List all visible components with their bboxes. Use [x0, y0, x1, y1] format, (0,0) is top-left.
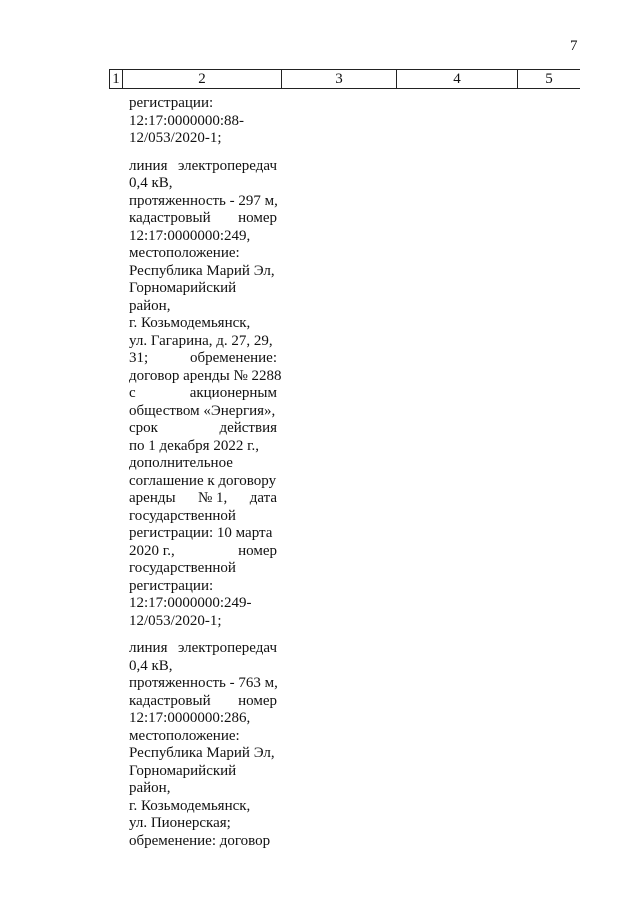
text-word: кадастровый: [129, 210, 211, 226]
text-word: протяженность - 763 м,: [129, 675, 278, 691]
text-word: акционерным: [189, 385, 277, 401]
page-number: 7: [570, 38, 578, 54]
text-word: государственной: [129, 507, 236, 524]
text-line: [129, 763, 277, 781]
text-line: [129, 315, 277, 333]
text-line: [129, 798, 277, 816]
text-word: обременение:: [189, 350, 277, 366]
text-line: [129, 745, 277, 763]
text-line: [129, 385, 277, 403]
text-line: 12/053/2020-1;: [129, 130, 222, 146]
text-word: местоположение:: [129, 245, 240, 261]
text-word: район,: [129, 780, 171, 796]
text-line: [129, 158, 277, 176]
column-number-3: 3: [282, 70, 397, 89]
column-number-2: 2: [123, 70, 282, 89]
text-line: [129, 578, 277, 596]
text-word: регистрации:: [129, 577, 214, 594]
text-word: 12:17:0000000:249-: [129, 595, 252, 611]
text-line: [129, 455, 277, 473]
text-word: протяженность - 297 м,: [129, 192, 278, 209]
text-word: электропередач: [177, 640, 277, 656]
text-word: ул. Пионерская;: [129, 815, 231, 831]
text-word: 0,4 кВ,: [129, 175, 173, 191]
text-line: [129, 193, 277, 211]
text-line: [129, 333, 277, 351]
text-line: [129, 367, 282, 386]
text-line: [129, 815, 277, 833]
text-line: [129, 833, 277, 851]
text-word: линия: [129, 640, 168, 656]
text-word: по 1 декабря 2022 г.,: [129, 437, 260, 454]
text-line: [129, 490, 277, 508]
text-word: электропередач: [177, 157, 277, 174]
text-word: соглашение к договору: [129, 472, 277, 489]
text-line: [129, 613, 277, 631]
text-word: действия: [219, 420, 277, 436]
text-line: [129, 175, 277, 193]
text-word: номер: [238, 692, 277, 709]
text-line: [129, 403, 277, 421]
text-line: [129, 210, 277, 228]
text-block-1: [129, 95, 277, 148]
text-word: г. Козьмодемьянск,: [129, 797, 251, 814]
text-line: [129, 728, 277, 746]
text-line: [129, 508, 277, 526]
text-word: 12/053/2020-1;: [129, 612, 222, 629]
column-2-text: [129, 95, 282, 850]
text-word: 2020 г.,: [129, 542, 175, 559]
text-line: [129, 710, 277, 728]
text-line: 12:17:0000000:88-: [129, 112, 244, 129]
text-word: 12:17:0000000:286,: [129, 710, 251, 726]
text-word: район,: [129, 297, 171, 314]
text-line: [129, 525, 277, 543]
table-header-row: [109, 69, 580, 89]
column-number-1: 1: [110, 70, 123, 89]
text-word: кадастровый: [129, 692, 211, 709]
text-word: линия: [129, 157, 168, 174]
text-line: [129, 675, 277, 693]
text-line: [129, 438, 277, 456]
text-word: обществом «Энергия»,: [129, 402, 276, 419]
text-line: [129, 780, 277, 798]
text-line: [129, 350, 277, 368]
text-word: № 1,: [197, 490, 228, 506]
text-line: [129, 640, 277, 658]
text-line: [129, 298, 277, 316]
text-word: Республика Марий Эл,: [129, 745, 275, 761]
text-word: дополнительное: [129, 455, 233, 471]
text-word: срок: [129, 420, 158, 436]
text-word: ул. Гагарина, д. 27, 29,: [129, 332, 273, 349]
text-word: регистрации: 10 марта: [129, 525, 273, 541]
text-line: регистрации:: [129, 95, 214, 111]
text-line: [129, 693, 277, 711]
text-word: дата: [249, 490, 277, 506]
text-block-3: [129, 640, 277, 850]
text-word: местоположение:: [129, 727, 240, 744]
text-word: г. Козьмодемьянск,: [129, 315, 251, 331]
text-line: [129, 420, 277, 438]
text-word: аренды: [129, 490, 176, 506]
text-line: [129, 245, 277, 263]
text-word: с: [129, 385, 136, 401]
text-word: 12:17:0000000:249,: [129, 227, 251, 244]
text-line: [129, 228, 277, 246]
text-word: обременение: договор: [129, 832, 271, 849]
text-block-2: [129, 157, 282, 631]
text-word: номер: [238, 542, 277, 559]
text-word: 0,4 кВ,: [129, 657, 173, 674]
column-number-5: 5: [518, 70, 581, 89]
text-line: [129, 473, 277, 491]
text-word: государственной: [129, 560, 236, 576]
text-line: [129, 560, 277, 578]
text-word: Республика Марий Эл,: [129, 262, 275, 279]
text-word: Горномарийский: [129, 762, 237, 779]
text-line: [129, 543, 277, 561]
column-number-4: 4: [397, 70, 518, 89]
text-word: Горномарийский: [129, 280, 237, 296]
text-word: 31;: [129, 350, 149, 366]
text-line: [129, 263, 277, 281]
text-word: договор аренды № 2288: [129, 367, 282, 384]
text-line: [129, 280, 277, 298]
text-word: номер: [238, 210, 277, 226]
text-line: [129, 595, 277, 613]
text-line: [129, 658, 277, 676]
